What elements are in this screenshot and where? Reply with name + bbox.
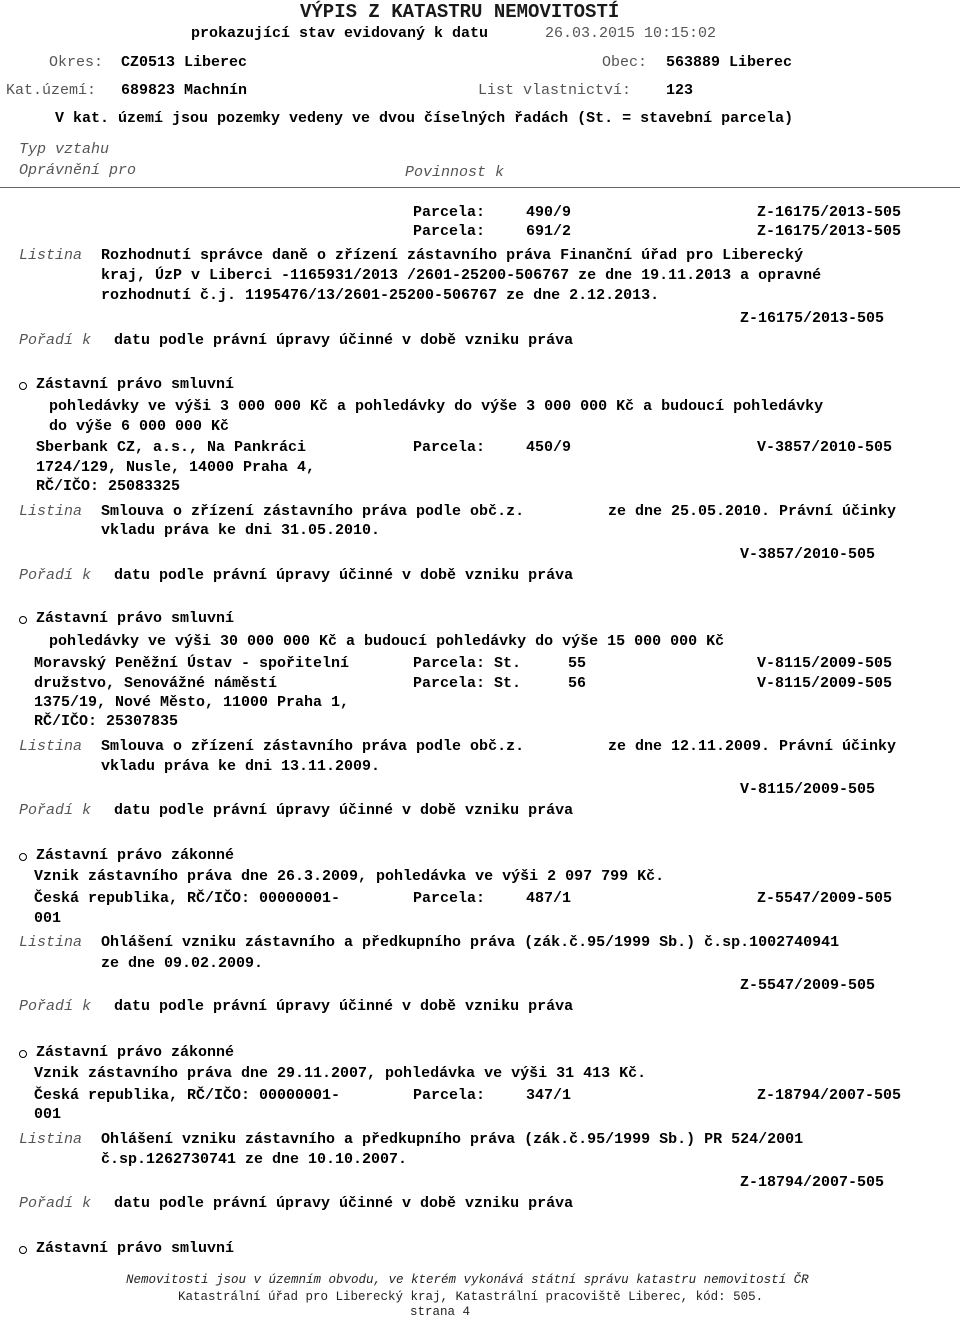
- parcel-number: 450/9: [526, 439, 572, 456]
- okres-value: CZ0513 Liberec: [121, 54, 248, 71]
- parcel-label: Parcela:: [413, 1087, 486, 1104]
- katuzemi-label: Kat.území:: [6, 82, 97, 99]
- listina-text: vkladu práva ke dni 31.05.2010.: [101, 522, 381, 539]
- claim-description: do výše 6 000 000 Kč: [49, 418, 230, 435]
- column-povinnost-k: Povinnost k: [405, 164, 505, 181]
- right-type-title: Zástavní právo smluvní: [36, 1240, 235, 1257]
- listina-text: ze dne 12.11.2009. Právní účinky: [608, 738, 897, 755]
- column-typ-vztahu: Typ vztahu: [19, 141, 110, 158]
- parcel-number: 347/1: [526, 1087, 572, 1104]
- parcel-number: 490/9: [526, 204, 572, 221]
- poradi-label: Pořadí k: [19, 332, 92, 349]
- reference-number: Z-16175/2013-505: [757, 223, 902, 240]
- state-date-value: 26.03.2015 10:15:02: [545, 25, 717, 42]
- poradi-text: datu podle právní úpravy účinné v době vzniku práva: [114, 332, 574, 349]
- parcel-label: Parcela:: [413, 204, 486, 221]
- state-date-label: prokazující stav evidovaný k datu: [191, 25, 489, 42]
- parcel-number: 691/2: [526, 223, 572, 240]
- poradi-label: Pořadí k: [19, 802, 92, 819]
- parcel-number: 56: [568, 675, 587, 692]
- poradi-text: datu podle právní úpravy účinné v době vzniku práva: [114, 567, 574, 584]
- right-type-title: Zástavní právo zákonné: [36, 1044, 235, 1061]
- beneficiary: Sberbank CZ, a.s., Na Pankráci: [36, 439, 307, 456]
- reference-number: V-3857/2010-505: [757, 439, 893, 456]
- poradi-text: datu podle právní úpravy účinné v době vzniku práva: [114, 1195, 574, 1212]
- listina-text: Smlouva o zřízení zástavního práva podle obč.z.: [101, 503, 525, 520]
- beneficiary: RČ/IČO: 25307835: [34, 713, 179, 730]
- listina-label: Listina: [19, 1131, 83, 1148]
- obec-label: Obec:: [602, 54, 648, 71]
- reference-number: Z-16175/2013-505: [740, 310, 885, 327]
- listina-text: č.sp.1262730741 ze dne 10.10.2007.: [101, 1151, 408, 1168]
- bullet-icon: [19, 616, 27, 624]
- parcel-label: Parcela: St.: [413, 655, 522, 672]
- parcel-label: Parcela:: [413, 223, 486, 240]
- claim-description: pohledávky ve výši 30 000 000 Kč a budoucí pohledávky do výše 15 000 000 Kč: [49, 633, 725, 650]
- lv-value: 123: [666, 82, 694, 99]
- claim-description: Vznik zástavního práva dne 26.3.2009, pohledávka ve výši 2 097 799 Kč.: [34, 868, 665, 885]
- column-opravneni-pro: Oprávnění pro: [19, 162, 137, 179]
- listina-text: rozhodnutí č.j. 1195476/13/2601-25200-506767 ze dne 2.12.2013.: [101, 287, 660, 304]
- beneficiary: Česká republika, RČ/IČO: 00000001-: [34, 890, 341, 907]
- listina-label: Listina: [19, 247, 83, 264]
- obec-value: 563889 Liberec: [666, 54, 793, 71]
- reference-number: Z-5547/2009-505: [757, 890, 893, 907]
- claim-description: Vznik zástavního práva dne 29.11.2007, pohledávka ve výši 31 413 Kč.: [34, 1065, 647, 1082]
- lv-label: List vlastnictví:: [478, 82, 632, 99]
- listina-text: Ohlášení vzniku zástavního a předkupního práva (zák.č.95/1999 Sb.) PR 524/2001: [101, 1131, 804, 1148]
- parcel-series-note: V kat. území jsou pozemky vedeny ve dvou číselných řadách (St. = stavební parcela): [55, 110, 794, 127]
- poradi-text: datu podle právní úpravy účinné v době vzniku práva: [114, 998, 574, 1015]
- listina-text: Rozhodnutí správce daně o zřízení zástavního práva Finanční úřad pro Liberecký: [101, 247, 804, 264]
- reference-number: V-8115/2009-505: [740, 781, 876, 798]
- reference-number: Z-5547/2009-505: [740, 977, 876, 994]
- parcel-number: 487/1: [526, 890, 572, 907]
- poradi-text: datu podle právní úpravy účinné v době vzniku práva: [114, 802, 574, 819]
- parcel-label: Parcela:: [413, 890, 486, 907]
- listina-label: Listina: [19, 738, 83, 755]
- bullet-icon: [19, 1050, 27, 1058]
- listina-text: ze dne 25.05.2010. Právní účinky: [608, 503, 897, 520]
- beneficiary: 1375/19, Nové Město, 11000 Praha 1,: [34, 694, 350, 711]
- parcel-label: Parcela:: [413, 439, 486, 456]
- beneficiary: Moravský Peněžní Ústav - spořitelní: [34, 655, 350, 672]
- right-type-title: Zástavní právo smluvní: [36, 376, 235, 393]
- bullet-icon: [19, 382, 27, 390]
- parcel-number: 55: [568, 655, 587, 672]
- reference-number: Z-16175/2013-505: [757, 204, 902, 221]
- parcel-label: Parcela: St.: [413, 675, 522, 692]
- beneficiary: 1724/129, Nusle, 14000 Praha 4,: [36, 459, 316, 476]
- footer-office: Katastrální úřad pro Liberecký kraj, Katastrální pracoviště Liberec, kód: 505.: [178, 1290, 764, 1304]
- poradi-label: Pořadí k: [19, 567, 92, 584]
- reference-number: V-8115/2009-505: [757, 675, 893, 692]
- listina-text: kraj, ÚzP v Liberci -1165931/2013 /2601-25200-506767 ze dne 19.11.2013 a opravné: [101, 267, 822, 284]
- listina-text: Smlouva o zřízení zástavního práva podle obč.z.: [101, 738, 525, 755]
- bullet-icon: [19, 853, 27, 861]
- listina-text: vkladu práva ke dni 13.11.2009.: [101, 758, 381, 775]
- beneficiary: RČ/IČO: 25083325: [36, 478, 181, 495]
- footer-note: Nemovitosti jsou v územním obvodu, ve kterém vykonává státní správu katastru nemovitostí ČR: [126, 1273, 809, 1287]
- listina-label: Listina: [19, 503, 83, 520]
- listina-label: Listina: [19, 934, 83, 951]
- poradi-label: Pořadí k: [19, 998, 92, 1015]
- header-divider: [0, 187, 960, 188]
- beneficiary: 001: [34, 1106, 62, 1123]
- okres-label: Okres:: [49, 54, 104, 71]
- beneficiary: družstvo, Senovážné náměstí: [34, 675, 278, 692]
- reference-number: Z-18794/2007-505: [740, 1174, 885, 1191]
- right-type-title: Zástavní právo zákonné: [36, 847, 235, 864]
- listina-text: ze dne 09.02.2009.: [101, 955, 264, 972]
- reference-number: V-8115/2009-505: [757, 655, 893, 672]
- page-number: strana 4: [410, 1305, 471, 1319]
- katuzemi-value: 689823 Machnín: [121, 82, 248, 99]
- bullet-icon: [19, 1246, 27, 1254]
- reference-number: Z-18794/2007-505: [757, 1087, 902, 1104]
- document-title: VÝPIS Z KATASTRU NEMOVITOSTÍ: [300, 1, 620, 23]
- claim-description: pohledávky ve výši 3 000 000 Kč a pohledávky do výše 3 000 000 Kč a budoucí pohledávky: [49, 398, 824, 415]
- beneficiary: Česká republika, RČ/IČO: 00000001-: [34, 1087, 341, 1104]
- listina-text: Ohlášení vzniku zástavního a předkupního práva (zák.č.95/1999 Sb.) č.sp.1002740941: [101, 934, 840, 951]
- right-type-title: Zástavní právo smluvní: [36, 610, 235, 627]
- poradi-label: Pořadí k: [19, 1195, 92, 1212]
- reference-number: V-3857/2010-505: [740, 546, 876, 563]
- beneficiary: 001: [34, 910, 62, 927]
